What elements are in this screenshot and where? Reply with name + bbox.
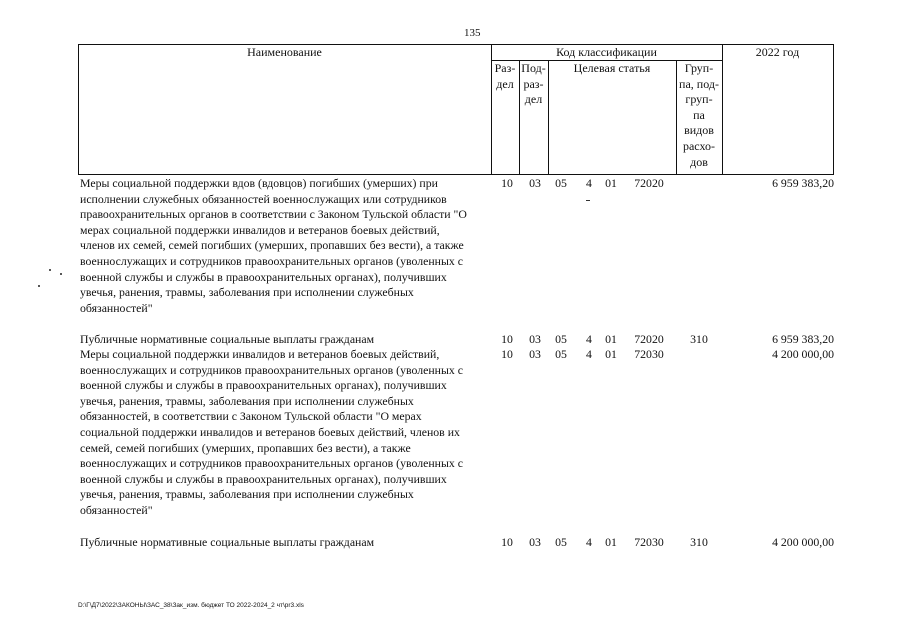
table-header — [78, 44, 834, 175]
header-border-subsection — [548, 60, 549, 175]
footer-file-path: D:\Г\Д7\2022\ЗАКОНЫ\ЗАС_38\Зак_изм. бюджет ТО 2022-2024_2 чт\pr3.xls — [78, 602, 304, 609]
row-name: Публичные нормативные социальные выплаты гражданам — [80, 535, 375, 549]
scan-speck — [38, 285, 40, 287]
scan-speck — [49, 269, 51, 271]
row-target-direction: 72030 — [634, 347, 664, 361]
header-border-group — [722, 44, 723, 175]
row-subsection: 03 — [529, 176, 541, 190]
header-border-right — [833, 44, 834, 175]
row-subsection: 03 — [529, 332, 541, 346]
row-group: 310 — [690, 535, 708, 549]
row-target-subprogram: 4 — [586, 535, 592, 549]
scan-dash-mark — [586, 200, 590, 201]
row-amount: 6 959 383,20 — [772, 332, 834, 346]
row-section: 10 — [501, 535, 513, 549]
page-number: 135 — [464, 27, 481, 39]
header-bottom-border — [78, 174, 834, 175]
header-name: Наименование — [247, 45, 322, 59]
header-classification: Код классификации — [556, 45, 657, 59]
row-name: Публичные нормативные социальные выплаты гражданам — [80, 332, 375, 346]
row-target-direction: 72030 — [634, 535, 664, 549]
row-target-program: 05 — [555, 176, 567, 190]
header-subsection: Под- раз- дел — [521, 61, 546, 107]
row-target-subprogram: 4 — [586, 332, 592, 346]
row-target-event: 01 — [605, 332, 617, 346]
scan-speck — [60, 273, 62, 275]
row-group: 310 — [690, 332, 708, 346]
row-name: Меры социальной поддержки инвалидов и ветеранов боевых действий, военнослужащих и сотрудников правоохранительных органов (уволенных с военной службы и службы в правоохранительных органах), получивших увечья, ранения, травмы, заболевания при исполнении служебных обязанностей, в соответствии с Законом Тульской области "О мерах социальной поддержки инвалидов и ветеранов боевых действий, членов их семей, семей погибших (умерших, пропавших без вести), а также военнослужащих и сотрудников правоохранительных органов (уволенных с военной службы и службы в правоохранительных органах), получивших увечья, ранения, травмы, заболевания при исполнении служебных обязанностей" — [80, 347, 463, 517]
row-target-program: 05 — [555, 332, 567, 346]
row-target-program: 05 — [555, 535, 567, 549]
header-year: 2022 год — [755, 45, 800, 59]
header-target-article: Целевая статья — [573, 61, 651, 75]
row-target-event: 01 — [605, 535, 617, 549]
header-border-left — [78, 44, 79, 175]
row-subsection: 03 — [529, 347, 541, 361]
row-target-subprogram: 4 — [586, 347, 592, 361]
row-target-event: 01 — [605, 176, 617, 190]
row-target-subprogram: 4 — [586, 176, 592, 190]
row-target-program: 05 — [555, 347, 567, 361]
row-amount: 4 200 000,00 — [772, 535, 834, 549]
row-name: Меры социальной поддержки вдов (вдовцов) погибших (умерших) при исполнении служебных обязанностей военнослужащих или сотрудников правоохранительных органов в соответствии с Законом Тульской области "О мерах социальной поддержки инвалидов и ветеранов боевых действий, членов их семей, семей погибших (умерших, пропавших без вести), а также военнослужащих и сотрудников правоохранительных органов (уволенных с военной службы и службы в правоохранительных органах), получивших увечья, ранения, травмы, заболевания при исполнении служебных обязанностей" — [80, 176, 467, 315]
row-amount: 6 959 383,20 — [772, 176, 834, 190]
header-section: Раз- дел — [494, 61, 516, 91]
row-target-direction: 72020 — [634, 332, 664, 346]
header-expense-group: Груп- па, под- груп- па видов расхо- дов — [679, 61, 719, 169]
row-section: 10 — [501, 176, 513, 190]
row-subsection: 03 — [529, 535, 541, 549]
row-amount: 4 200 000,00 — [772, 347, 834, 361]
row-section: 10 — [501, 347, 513, 361]
row-section: 10 — [501, 332, 513, 346]
row-target-direction: 72020 — [634, 176, 664, 190]
row-target-event: 01 — [605, 347, 617, 361]
